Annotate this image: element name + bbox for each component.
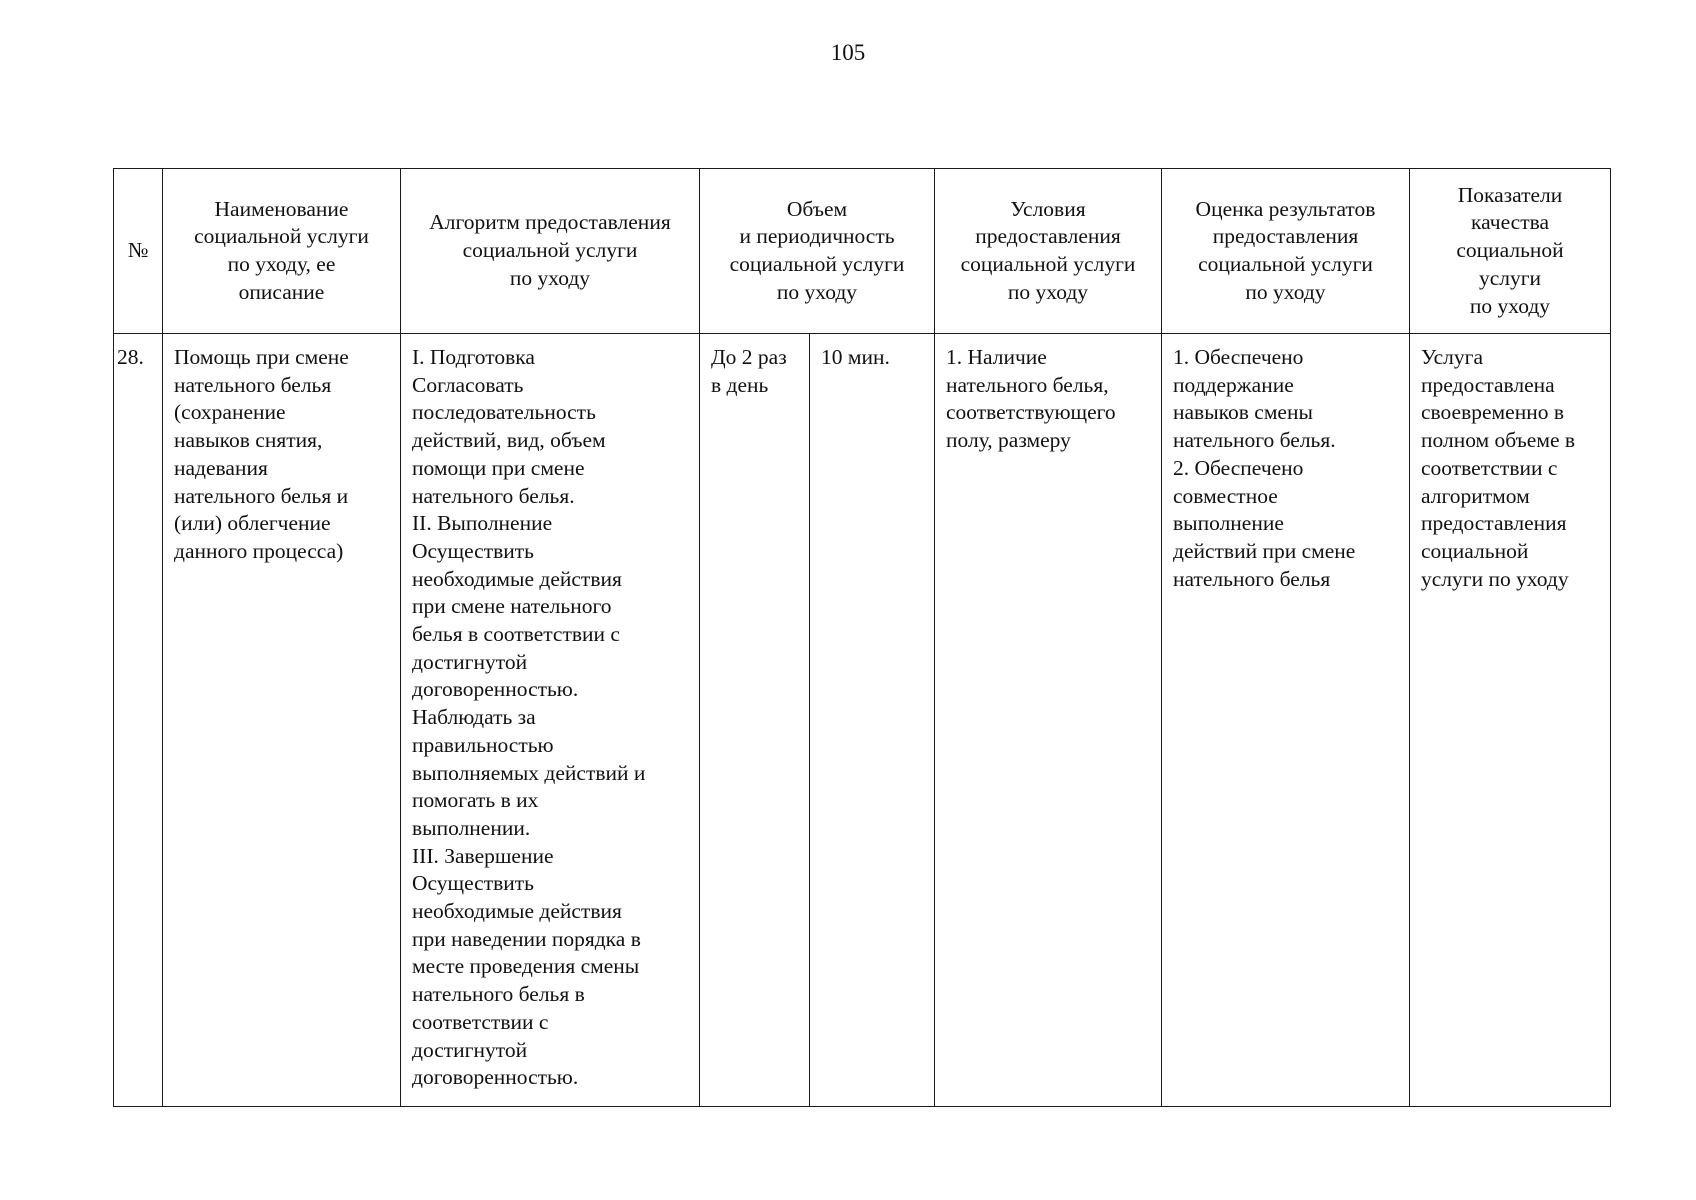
header-evaluation: Оценка результатов предоставления социальной услуги по уходу — [1162, 169, 1410, 334]
header-algorithm: Алгоритм предоставления социальной услуги по уходу — [401, 169, 700, 334]
duration-cell: 10 мин. — [810, 334, 935, 1107]
service-name-cell: Помощь при смене нательного белья (сохранение навыков снятия, надевания нательного белья и (или) облегчение данного процесса) — [163, 334, 401, 1107]
header-volume-frequency: Объем и периодичность социальной услуги по уходу — [700, 169, 935, 334]
page-number: 105 — [830, 40, 866, 65]
evaluation-cell: 1. Обеспечено поддержание навыков смены нательного белья. 2. Обеспечено совместное выполнение действий при смене нательного белья — [1162, 334, 1410, 1107]
row-number: 28. — [114, 334, 163, 1107]
header-quality-indicators: Показатели качества социальной услуги по уходу — [1410, 169, 1611, 334]
quality-cell: Услуга предоставлена своевременно в полном объеме в соответствии с алгоритмом предоставления социальной услуги по уходу — [1410, 334, 1611, 1107]
table-header-row — [114, 169, 1611, 334]
algorithm-cell: I. Подготовка Согласовать последовательность действий, вид, объем помощи при смене нательного белья. II. Выполнение Осуществить необходимые действия при смене нательного белья в соответствии с достигнутой договоренностью. Наблюдать за правильностью выполняемых действий и помогать в их выполнении. III. Завершение Осуществить необходимые действия при наведении порядка в месте проведения смены нательного белья в соответствии с достигнутой договоренностью. — [401, 334, 700, 1107]
frequency-cell: До 2 раз в день — [700, 334, 810, 1107]
header-number: № — [114, 169, 163, 334]
header-conditions: Условия предоставления социальной услуги по уходу — [935, 169, 1162, 334]
table-row — [114, 334, 1611, 1107]
conditions-cell: 1. Наличие нательного белья, соответствующего полу, размеру — [935, 334, 1162, 1107]
header-service-name: Наименование социальной услуги по уходу, ее описание — [163, 169, 401, 334]
services-table — [113, 168, 1611, 1107]
